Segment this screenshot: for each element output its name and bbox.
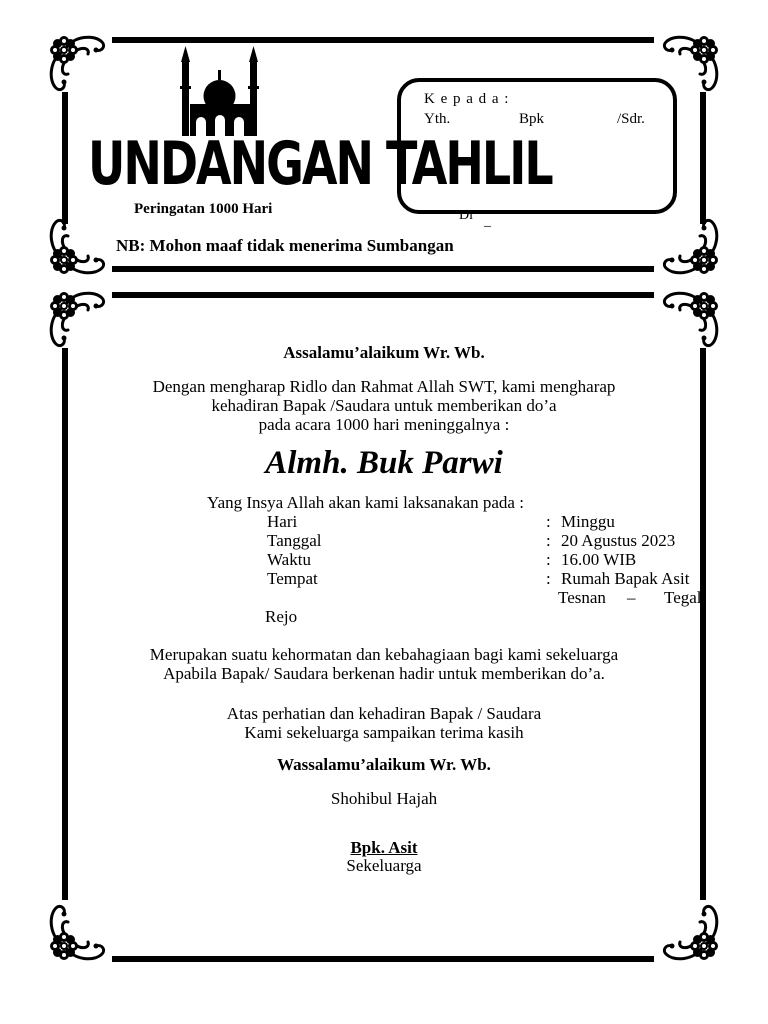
detail-sep-tempat: : [546, 569, 551, 588]
floral-corner-ornament-icon [44, 286, 106, 348]
honor-line-2: Apabila Bapak/ Saudara berkenan hadir untuk memberikan do’a. [163, 664, 605, 683]
thanks-line-1: Atas perhatian dan kehadiran Bapak / Saudara [226, 704, 542, 723]
detail-sep-tanggal: : [546, 531, 551, 550]
top-frame-right-border [700, 92, 706, 224]
address-di-label: Di [459, 208, 473, 223]
detail-label-tempat: Tempat [267, 569, 318, 588]
place-continuation-1: Tesnan [558, 588, 606, 607]
floral-corner-ornament-icon [662, 218, 724, 280]
event-intro: Yang Insya Allah akan kami laksanakan pada : [207, 493, 524, 512]
floral-corner-ornament-icon [662, 30, 724, 92]
mosque-icon [178, 46, 262, 138]
intro-line-3: pada acara 1000 hari meninggalnya : [258, 415, 510, 434]
floral-corner-ornament-icon [662, 286, 724, 348]
address-bpk-label: Bpk [519, 111, 545, 127]
detail-label-hari: Hari [267, 512, 298, 531]
top-frame-left-border [62, 92, 68, 224]
detail-label-tanggal: Tanggal [267, 531, 322, 550]
main-frame-top-border [112, 292, 654, 298]
invitation-title: UNDANGAN TAHLIL [88, 128, 552, 199]
detail-sep-waktu: : [546, 550, 551, 569]
floral-corner-ornament-icon [44, 218, 106, 280]
main-frame-bottom-border [112, 956, 654, 962]
honor-line-1: Merupakan suatu kehormatan dan kebahagiaan bagi kami sekeluarga [149, 645, 619, 664]
detail-value-tanggal: 20 Agustus 2023 [561, 531, 676, 550]
floral-corner-ornament-icon [44, 904, 106, 966]
host-label: Shohibul Hajah [330, 789, 438, 808]
address-to-label: K e p a d a : [424, 91, 510, 107]
no-donation-note: NB: Mohon maaf tidak menerima Sumbangan [116, 236, 454, 255]
host-name: Bpk. Asit [350, 838, 418, 857]
top-frame-bottom-border [112, 266, 654, 272]
address-yth-label: Yth. [424, 111, 451, 127]
address-sdr-label: /Sdr. [617, 111, 645, 127]
place-continuation-3: Tegal [664, 588, 702, 607]
deceased-name: Almh. Buk Parwi [265, 445, 503, 481]
place-continuation-2: – [627, 588, 636, 607]
closing-greeting: Wassalamu’alaikum Wr. Wb. [277, 755, 491, 774]
thanks-line-2: Kami sekeluarga sampaikan terima kasih [244, 723, 524, 742]
detail-value-waktu: 16.00 WIB [561, 550, 637, 569]
address-di-line: _ [484, 214, 491, 229]
intro-line-2: kehadiran Bapak /Saudara untuk memberikan do’a [211, 396, 557, 415]
host-family: Sekeluarga [346, 856, 422, 875]
detail-value-hari: Minggu [561, 512, 615, 531]
detail-label-waktu: Waktu [267, 550, 311, 569]
detail-value-tempat: Rumah Bapak Asit [561, 569, 690, 588]
top-frame-top-border [112, 37, 654, 43]
detail-sep-hari: : [546, 512, 551, 531]
event-subtitle: Peringatan 1000 Hari [134, 201, 273, 217]
opening-greeting: Assalamu’alaikum Wr. Wb. [283, 343, 485, 362]
place-end: Rejo [265, 607, 298, 626]
floral-corner-ornament-icon [662, 904, 724, 966]
floral-corner-ornament-icon [44, 30, 106, 92]
intro-line-1: Dengan mengharap Ridlo dan Rahmat Allah SWT, kami mengharap [152, 377, 616, 396]
